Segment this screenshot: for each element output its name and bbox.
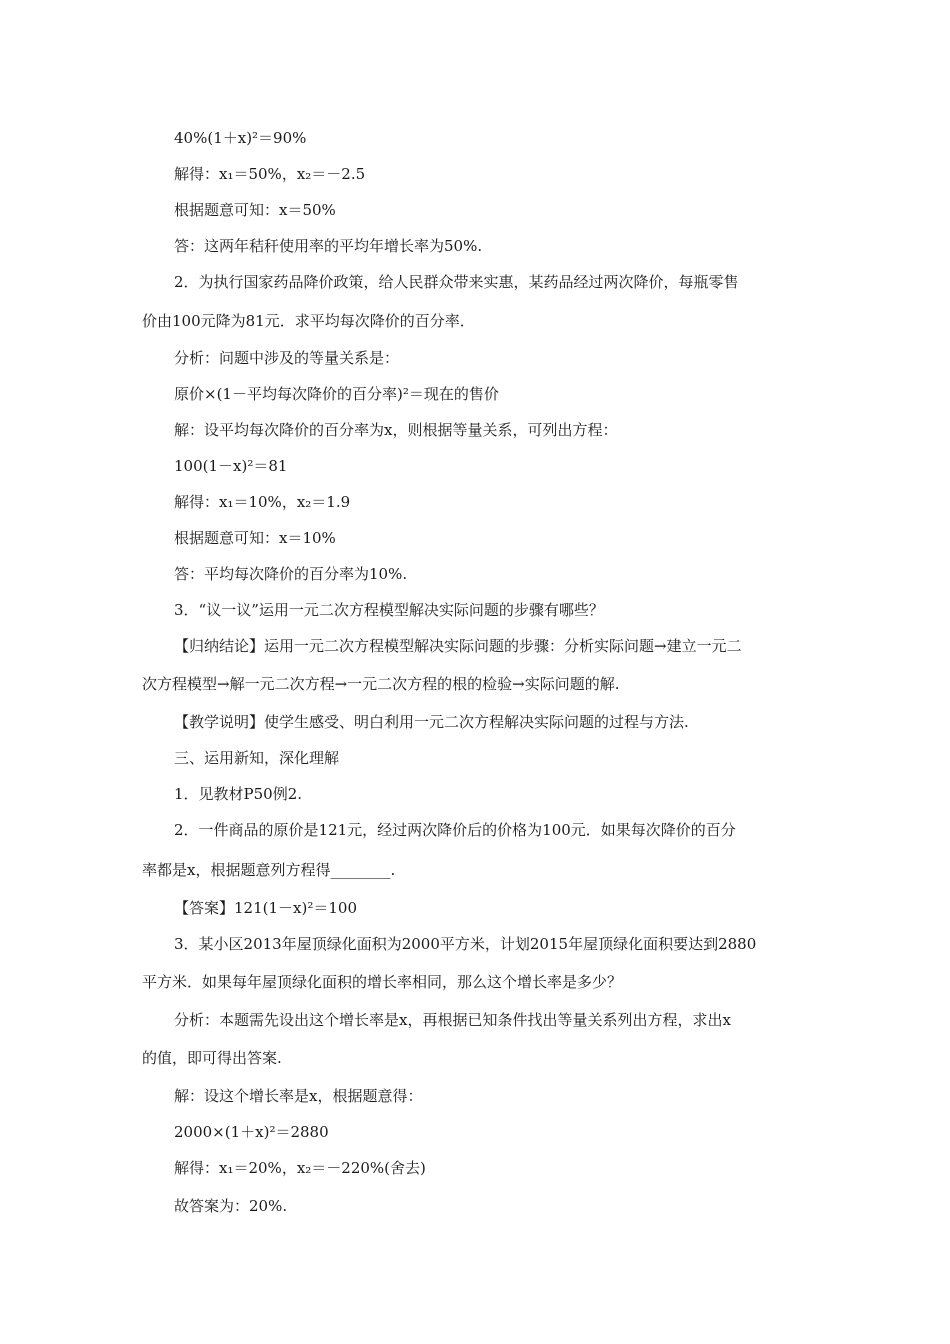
- analysis-line-1: 分析：本题需先设出这个增长率是x，再根据已知条件找出等量关系列出方程，求出x: [174, 1011, 731, 1029]
- section-heading: 三、运用新知，深化理解: [174, 749, 340, 767]
- solution-line: 解得：x₁＝20%，x₂＝－220%(舍去): [174, 1159, 426, 1177]
- exercise-2-line-1: 2．一件商品的原价是121元，经过两次降价后的价格为100元．如果每次降价的百分: [174, 821, 736, 839]
- discussion-line: 3．“议一议”运用一元二次方程模型解决实际问题的步骤有哪些？: [174, 601, 604, 619]
- solution-line: 解得：x₁＝50%，x₂＝－2.5: [174, 165, 366, 183]
- final-answer: 故答案为：20%.: [174, 1197, 288, 1215]
- equation-line: 2000×(1＋x)²＝2880: [174, 1123, 329, 1141]
- teaching-note: 【教学说明】使学生感受、明白利用一元二次方程解决实际问题的过程与方法.: [174, 713, 689, 731]
- problem-2-line-1: 2．为执行国家药品降价政策，给人民群众带来实惠，某药品经过两次降价，每瓶零售: [174, 273, 739, 291]
- setup-line: 解：设平均每次降价的百分率为x，则根据等量关系，可列出方程：: [174, 421, 618, 439]
- analysis-line: 分析：问题中涉及的等量关系是：: [174, 349, 400, 367]
- exercise-3-line-2: 平方米．如果每年屋顶绿化面积的增长率相同，那么这个增长率是多少？: [142, 973, 623, 991]
- problem-2-line-2: 价由100元降为81元．求平均每次降价的百分率．: [142, 312, 475, 330]
- exercise-1: 1．见教材P50例2.: [174, 785, 303, 803]
- answer-key: 【答案】121(1－x)²＝100: [174, 899, 357, 917]
- equation-line: 100(1－x)²＝81: [174, 457, 288, 475]
- exercise-2-line-2: 率都是x，根据题意列方程得________.: [142, 861, 396, 879]
- exercise-3-line-1: 3．某小区2013年屋顶绿化面积为2000平方米，计划2015年屋顶绿化面积要达到2880: [174, 935, 757, 953]
- summary-line-2: 次方程模型→解一元二次方程→一元二次方程的根的检验→实际问题的解.: [142, 675, 620, 693]
- answer-line: 答：这两年秸秆使用率的平均年增长率为50%.: [174, 237, 483, 255]
- relation-line: 原价×(1－平均每次降价的百分率)²＝现在的售价: [174, 385, 499, 403]
- summary-line-1: 【归纳结论】运用一元二次方程模型解决实际问题的步骤：分析实际问题→建立一元二: [174, 637, 742, 655]
- setup-line: 解：设这个增长率是x，根据题意得：: [174, 1087, 423, 1105]
- answer-line: 答：平均每次降价的百分率为10%.: [174, 565, 408, 583]
- condition-line: 根据题意可知：x＝50%: [174, 201, 336, 219]
- analysis-line-2: 的值，即可得出答案.: [142, 1049, 282, 1067]
- solution-line: 解得：x₁＝10%，x₂＝1.9: [174, 493, 351, 511]
- equation-line: 40%(1＋x)²＝90%: [174, 129, 307, 147]
- condition-line: 根据题意可知：x＝10%: [174, 529, 336, 547]
